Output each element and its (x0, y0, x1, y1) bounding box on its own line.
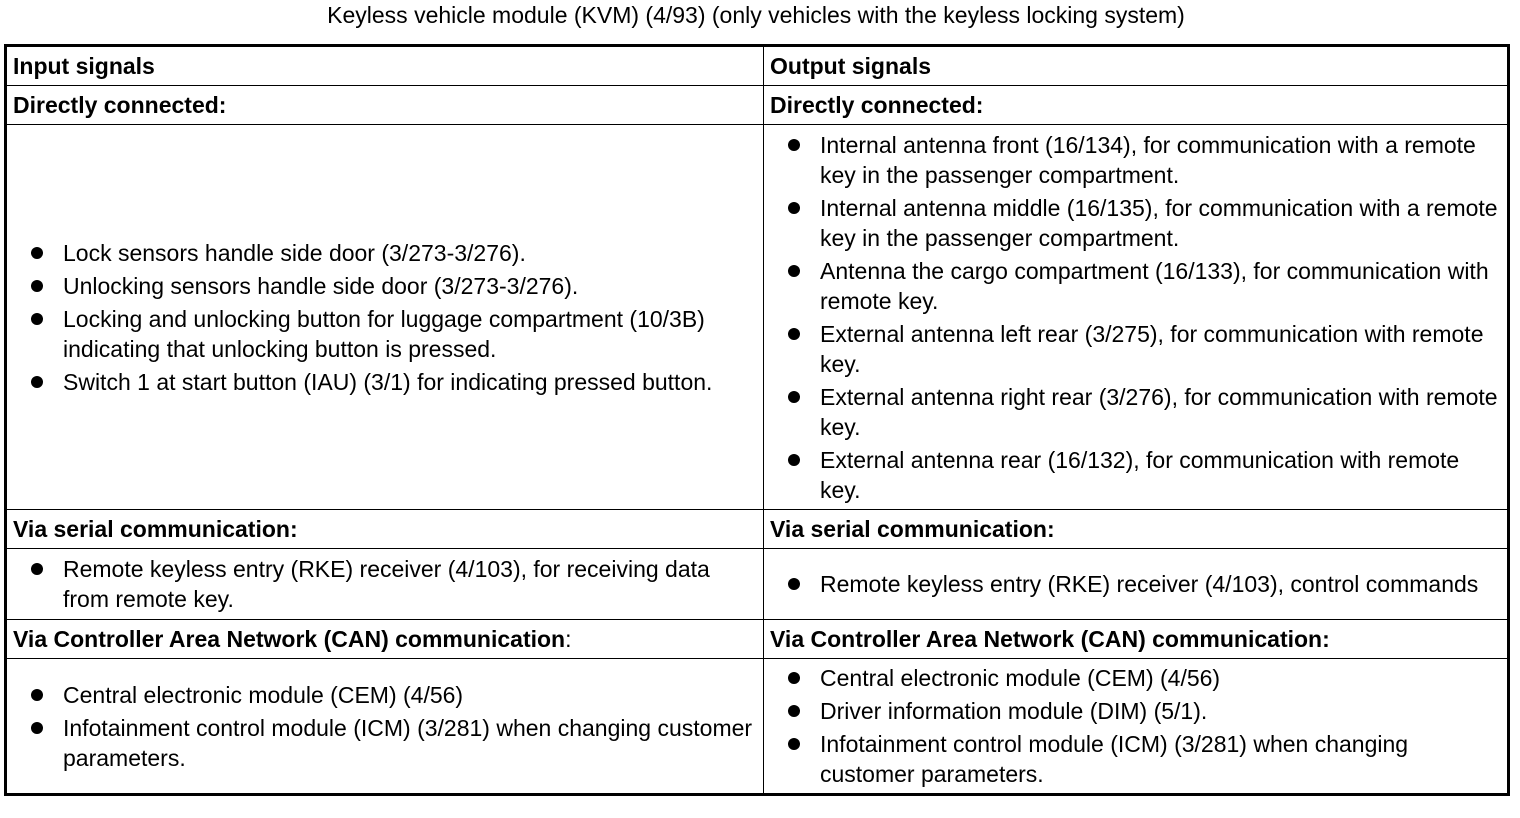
list-item-text: External antenna rear (16/132), for communication with remote key. (820, 446, 1460, 503)
bullet-icon (788, 738, 800, 750)
output-direct-label: Directly connected: (764, 86, 1509, 125)
input-direct-cell (6, 125, 764, 510)
output-can-cell (764, 659, 1509, 795)
bullet-icon (788, 139, 800, 151)
output-direct-list (770, 130, 1499, 505)
bullet-icon (31, 247, 43, 259)
list-item (13, 713, 755, 773)
table-header-row (6, 46, 1509, 86)
input-signals-header: Input signals (6, 46, 764, 86)
bullet-icon (31, 722, 43, 734)
output-signals-header: Output signals (764, 46, 1509, 86)
list-item-text: Central electronic module (CEM) (4/56) (820, 665, 1221, 691)
content-row-serial (6, 549, 1509, 620)
bullet-icon (788, 202, 800, 214)
list-item (13, 680, 755, 710)
input-can-label-text: Via Controller Area Network (CAN) communication (13, 625, 566, 652)
list-item-text: Internal antenna middle (16/135), for communication with a remote key in the passenger compartment. (820, 194, 1498, 251)
list-item (770, 193, 1499, 253)
list-item (770, 319, 1499, 379)
list-item (13, 367, 755, 397)
content-row-direct (6, 125, 1509, 510)
list-item-text: Unlocking sensors handle side door (3/273-3/276). (63, 272, 579, 299)
list-item-text: Antenna the cargo compartment (16/133), for communication with remote key. (820, 257, 1489, 314)
list-item-text: Switch 1 at start button (IAU) (3/1) for indicating pressed button. (63, 368, 713, 395)
table-caption: Keyless vehicle module (KVM) (4/93) (only vehicles with the keyless locking system) (327, 2, 1185, 28)
list-item (13, 554, 755, 614)
list-item-text: Remote keyless entry (RKE) receiver (4/103), for receiving data from remote key. (63, 556, 710, 612)
bullet-icon (31, 689, 43, 701)
bullet-icon (788, 454, 800, 466)
list-item-text: Driver information module (DIM) (5/1). (820, 698, 1208, 724)
list-item-text: Lock sensors handle side door (3/273-3/276). (63, 239, 526, 266)
list-item (770, 382, 1499, 442)
list-item (770, 663, 1499, 693)
list-item-text: External antenna left rear (3/275), for communication with remote key. (820, 320, 1484, 377)
input-can-cell (6, 659, 764, 795)
list-item (770, 256, 1499, 316)
input-can-label (6, 620, 764, 659)
list-item (770, 729, 1499, 789)
list-item (770, 445, 1499, 505)
output-can-label: Via Controller Area Network (CAN) communication: (764, 620, 1509, 659)
list-item (13, 304, 755, 364)
list-item-text: Remote keyless entry (RKE) receiver (4/103), control commands (820, 571, 1479, 597)
input-serial-label: Via serial communication: (6, 510, 764, 549)
list-item-text: External antenna right rear (3/276), for communication with remote key. (820, 383, 1498, 440)
input-direct-label: Directly connected: (6, 86, 764, 125)
list-item (13, 271, 755, 301)
section-row-can (6, 620, 1509, 659)
section-row-direct (6, 86, 1509, 125)
bullet-icon (31, 280, 43, 292)
section-row-serial (6, 510, 1509, 549)
input-can-label-colon: : (565, 625, 572, 652)
output-serial-label: Via serial communication: (764, 510, 1509, 549)
list-item-text: Internal antenna front (16/134), for communication with a remote key in the passenger compartment. (820, 131, 1476, 188)
list-item-text: Locking and unlocking button for luggage compartment (10/3B) indicating that unlocking button is pressed. (63, 305, 705, 362)
input-serial-cell (6, 549, 764, 620)
bullet-icon (788, 328, 800, 340)
list-item-text: Central electronic module (CEM) (4/56) (63, 681, 464, 708)
input-can-list (13, 680, 755, 773)
content-row-can (6, 659, 1509, 795)
bullet-icon (31, 376, 43, 388)
bullet-icon (31, 313, 43, 325)
signals-table (4, 44, 1510, 796)
bullet-icon (788, 672, 800, 684)
bullet-icon (788, 705, 800, 717)
output-can-list (770, 663, 1499, 789)
bullet-icon (788, 265, 800, 277)
input-direct-list (13, 238, 755, 397)
bullet-icon (788, 391, 800, 403)
list-item-text: Infotainment control module (ICM) (3/281) when changing customer parameters. (820, 731, 1409, 787)
output-direct-cell (764, 125, 1509, 510)
bullet-icon (788, 578, 800, 590)
list-item (770, 130, 1499, 190)
list-item (770, 696, 1499, 726)
list-item (770, 569, 1499, 599)
bullet-icon (31, 563, 43, 575)
list-item-text: Infotainment control module (ICM) (3/281) when changing customer parameters. (63, 714, 753, 771)
list-item (13, 238, 755, 268)
output-serial-cell (764, 549, 1509, 620)
input-serial-list (13, 554, 755, 614)
output-serial-list (770, 569, 1499, 599)
